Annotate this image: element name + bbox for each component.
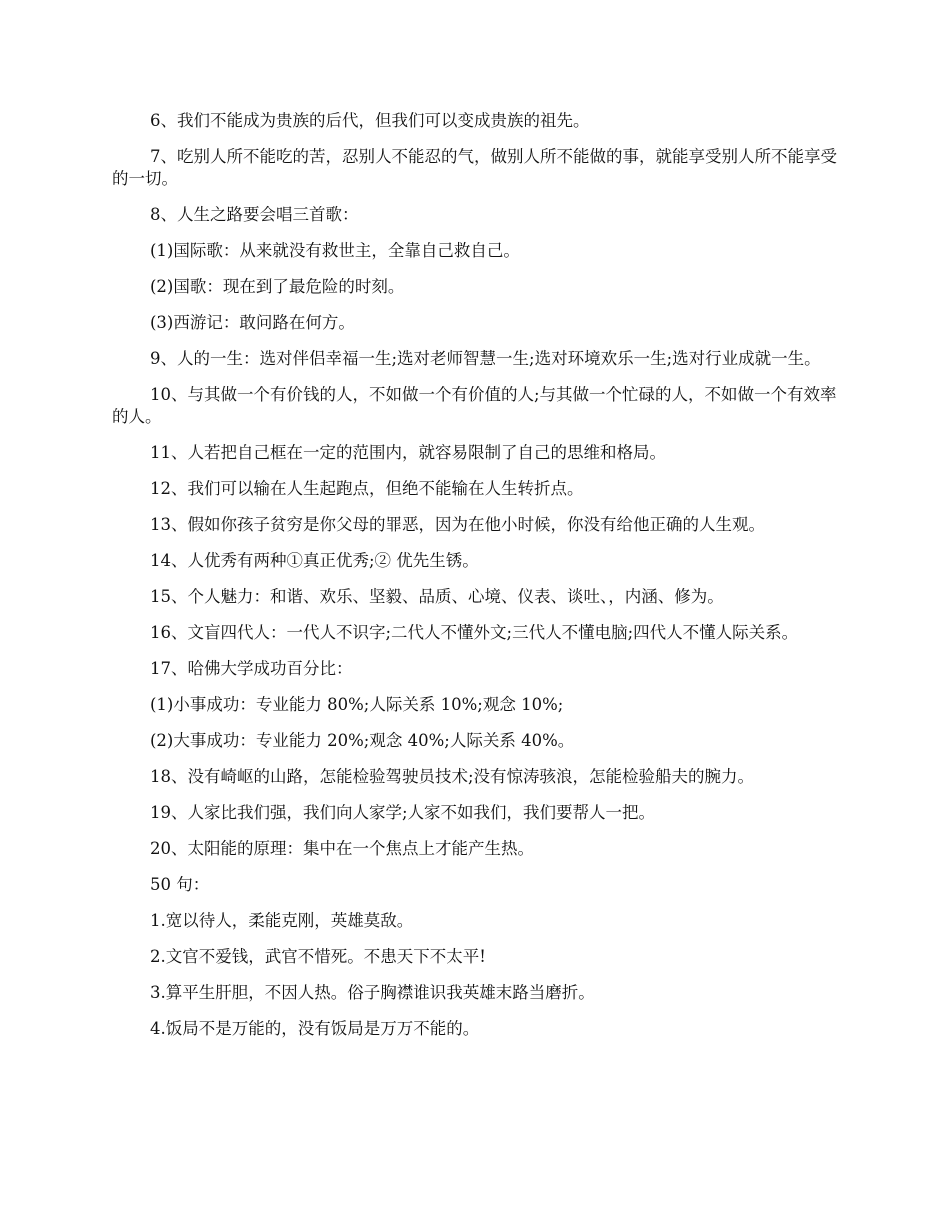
paragraph-12: 12、我们可以输在人生起跑点，但绝不能输在人生转折点。	[150, 479, 584, 498]
paragraph-11: 11、人若把自己框在一定的范围内，就容易限制了自己的思维和格局。	[150, 443, 666, 462]
paragraph-17-item-1: (1)小事成功：专业能力 80%;人际关系 10%;观念 10%;	[150, 695, 564, 714]
paragraph-8-item-3: (3)西游记：敢问路在何方。	[150, 313, 355, 332]
paragraph-18: 18、没有崎岖的山路，怎能检验驾驶员技术;没有惊涛骇浪，怎能检验船夫的腕力。	[150, 767, 755, 786]
paragraph-17: 17、哈佛大学成功百分比：	[150, 659, 353, 678]
paragraph-8: 8、人生之路要会唱三首歌：	[150, 205, 359, 224]
paragraph-6: 6、我们不能成为贵族的后代，但我们可以变成贵族的祖先。	[150, 111, 590, 130]
quote-2: 2.文官不爱钱，武官不惜死。不患天下不太平!	[150, 947, 486, 966]
paragraph-19: 19、人家比我们强，我们向人家学;人家不如我们，我们要帮人一把。	[150, 803, 656, 822]
paragraph-15: 15、个人魅力：和谐、欢乐、坚毅、品质、心境、仪表、谈吐、，内涵、修为。	[150, 587, 724, 606]
paragraph-10: 10、与其做一个有价钱的人，不如做一个有价值的人;与其做一个忙碌的人，不如做一个有效率的人。	[112, 385, 837, 426]
paragraph-9: 9、人的一生：选对伴侣幸福一生;选对老师智慧一生;选对环境欢乐一生;选对行业成就一生。	[150, 349, 821, 368]
paragraph-8-item-2: (2)国歌：现在到了最危险的时刻。	[150, 277, 405, 296]
paragraph-20: 20、太阳能的原理：集中在一个焦点上才能产生热。	[150, 839, 534, 858]
paragraph-17-item-2: (2)大事成功：专业能力 20%;观念 40%;人际关系 40%。	[150, 731, 575, 750]
paragraph-14: 14、人优秀有两种①真正优秀;② 优先生锈。	[150, 551, 479, 570]
paragraph-16: 16、文盲四代人：一代人不识字;二代人不懂外文;三代人不懂电脑;四代人不懂人际关系。	[150, 623, 799, 642]
quote-1: 1.宽以待人，柔能克刚，英雄莫敌。	[150, 911, 414, 930]
paragraph-7: 7、吃别人所不能吃的苦，忍别人不能忍的气，做别人所不能做的事，就能享受别人所不能享受的一切。	[112, 147, 837, 188]
quote-3: 3.算平生肝胆，不因人热。俗子胸襟谁识我英雄末路当磨折。	[150, 983, 595, 1002]
section-heading-50: 50 句：	[150, 875, 210, 894]
quote-4: 4.饭局不是万能的，没有饭局是万万不能的。	[150, 1019, 480, 1038]
paragraph-13: 13、假如你孩子贫穷是你父母的罪恶，因为在他小时候，你没有给他正确的人生观。	[150, 515, 765, 534]
paragraph-8-item-1: (1)国际歌：从来就没有救世主，全靠自己救自己。	[150, 241, 520, 260]
